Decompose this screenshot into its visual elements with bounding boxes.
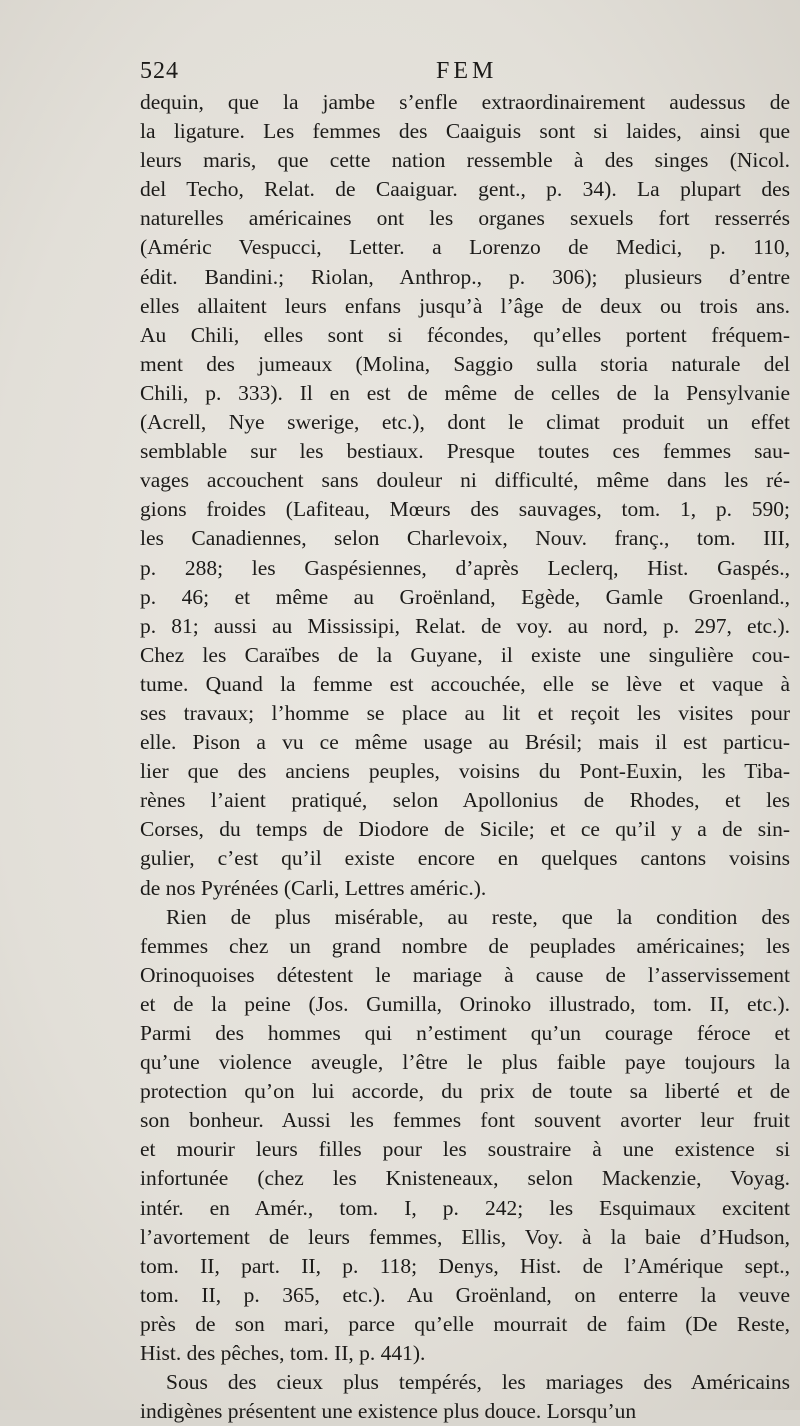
text-line: les Canadiennes, selon Charlevoix, Nouv. franç., tom. III,: [140, 526, 790, 551]
text-line: infortunée (chez les Knisteneaux, selon Mackenzie, Voyag.: [140, 1166, 790, 1191]
text-line: naturelles américaines ont les organes sexuels fort resserrés: [140, 206, 790, 231]
text-line: elle. Pison a vu ce même usage au Brésil; mais il est particu-: [140, 730, 790, 755]
text-line: la ligature. Les femmes des Caaiguis sont si laides, ainsi que: [140, 119, 790, 144]
text-line: et mourir leurs filles pour les soustraire à une existence si: [140, 1137, 790, 1162]
text-line: de nos Pyrénées (Carli, Lettres améric.).: [140, 875, 487, 900]
paragraph: [140, 88, 790, 903]
text-line: Rien de plus misérable, au reste, que la condition des: [166, 904, 790, 929]
text-line: tom. II, part. II, p. 118; Denys, Hist. de l’Amérique sept.,: [140, 1253, 790, 1278]
text-line: p. 81; aussi au Mississipi, Relat. de voy. au nord, p. 297, etc.).: [140, 613, 790, 638]
text-line: près de son mari, parce qu’elle mourrait de faim (De Reste,: [140, 1311, 790, 1336]
text-line: protection qu’on lui accorde, du prix de toute sa liberté et de: [140, 1079, 790, 1104]
text-line: Hist. des pêches, tom. II, p. 441).: [140, 1341, 426, 1366]
text-line: gulier, c’est qu’il existe encore en quelques cantons voisins: [140, 846, 790, 871]
text-line: rènes l’aient pratiqué, selon Apollonius de Rhodes, et les: [140, 788, 790, 813]
text-line: édit. Bandini.; Riolan, Anthrop., p. 306); plusieurs d’entre: [140, 264, 790, 289]
text-line: lier que des anciens peuples, voisins du Pont-Euxin, les Tiba-: [140, 759, 790, 784]
text-line: Corses, du temps de Diodore de Sicile; et ce qu’il y a de sin-: [140, 817, 790, 842]
text-line: gions froides (Lafiteau, Mœurs des sauvages, tom. 1, p. 590;: [140, 497, 790, 522]
text-line: vages accouchent sans douleur ni difficulté, même dans les ré-: [140, 468, 790, 493]
text-line: tume. Quand la femme est accouchée, elle se lève et vaque à: [140, 671, 790, 696]
text-line: dequin, que la jambe s’enfle extraordinairement audessus de: [140, 90, 790, 114]
text-line: qu’une violence aveugle, l’être le plus faible paye toujours la: [140, 1050, 790, 1075]
text-line: del Techo, Relat. de Caaiguar. gent., p. 34). La plupart des: [140, 177, 790, 202]
text-line: tom. II, p. 365, etc.). Au Groënland, on enterre la veuve: [140, 1282, 790, 1307]
text-line: Chili, p. 333). Il en est de même de celles de la Pensylvanie: [140, 380, 790, 405]
text-line: indigènes présentent une existence plus douce. Lorsqu’un: [140, 1399, 637, 1424]
text-line: et de la peine (Jos. Gumilla, Orinoko illustrado, tom. II, etc.).: [140, 991, 790, 1016]
text-line: son bonheur. Aussi les femmes font souvent avorter leur fruit: [140, 1108, 790, 1133]
text-line: (Acrell, Nye swerige, etc.), dont le climat produit un effet: [140, 410, 790, 435]
text-line: femmes chez un grand nombre de peuplades américaines; les: [140, 933, 790, 958]
text-line: (Améric Vespucci, Letter. a Lorenzo de Medici, p. 110,: [140, 235, 790, 260]
text-line: ses travaux; l’homme se place au lit et reçoit les visites pour: [140, 700, 790, 725]
page-number: 524: [140, 58, 179, 84]
text-line: p. 46; et même au Groënland, Egède, Gamle Groenland.,: [140, 584, 790, 609]
text-line: Chez les Caraïbes de la Guyane, il existe une singulière cou-: [140, 642, 790, 667]
text-line: semblable sur les bestiaux. Presque toutes ces femmes sau-: [140, 439, 790, 464]
text-line: ment des jumeaux (Molina, Saggio sulla storia naturale del: [140, 351, 790, 376]
text-line: Parmi des hommes qui n’estiment qu’un courage féroce et: [140, 1021, 790, 1045]
body-text: [140, 88, 790, 1426]
text-line: l’avortement de leurs femmes, Ellis, Voy. à la baie d’Hudson,: [140, 1224, 790, 1249]
text-line: Au Chili, elles sont si fécondes, qu’elles portent fréquem-: [140, 322, 790, 347]
paragraph: [140, 903, 790, 1369]
text-line: p. 288; les Gaspésiennes, d’après Leclerq, Hist. Gaspés.,: [140, 555, 790, 580]
page-header: [140, 58, 780, 90]
text-line: leurs maris, que cette nation ressemble à des singes (Nicol.: [140, 148, 790, 173]
text-line: elles allaitent leurs enfans jusqu’à l’âge de deux ou trois ans.: [140, 293, 790, 318]
text-line: Orinoquoises détestent le mariage à cause de l’asservissement: [140, 962, 790, 987]
paragraph: [140, 1368, 790, 1426]
text-line: intér. en Amér., tom. I, p. 242; les Esquimaux excitent: [140, 1195, 790, 1220]
running-head: FEM: [436, 58, 498, 84]
text-line: Sous des cieux plus tempérés, les mariages des Américains: [166, 1370, 790, 1395]
